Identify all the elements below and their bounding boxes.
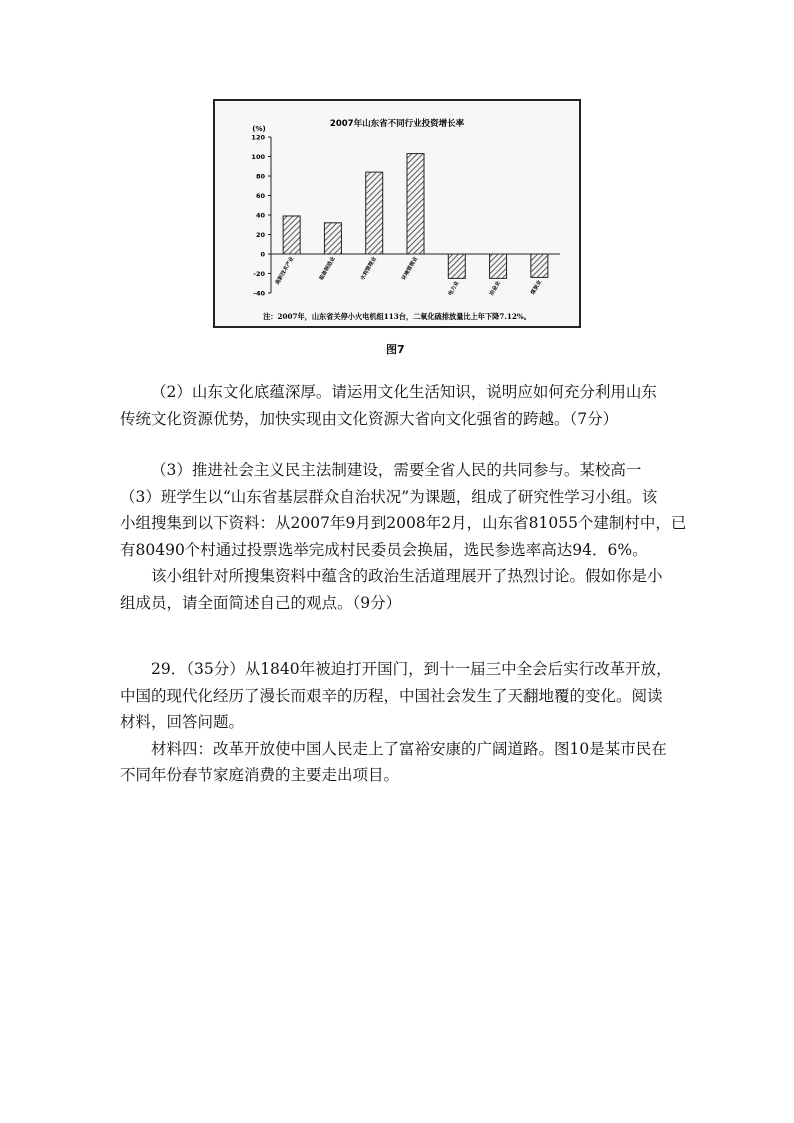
bar-chart xyxy=(215,101,579,326)
y-tick-label: -40 xyxy=(253,289,265,298)
question-3 xyxy=(120,457,687,616)
y-tick-label: 60 xyxy=(255,192,265,200)
chart-title: 2007年山东省不同行业投资增长率 xyxy=(329,119,465,129)
y-tick-label: 20 xyxy=(255,231,265,239)
bar xyxy=(324,223,341,254)
y-tick-label: 120 xyxy=(251,133,265,142)
category-label: 电力业 xyxy=(447,280,461,297)
question-3-line: 该小组针对所搜集资料中蕴含的政治生活道理展开了热烈讨论。假如你是小 xyxy=(151,567,663,585)
bar xyxy=(366,172,383,254)
bar xyxy=(448,254,465,278)
category-label: 装备制造业 xyxy=(318,256,337,282)
bar xyxy=(283,216,300,254)
category-label: 环境管理业 xyxy=(401,256,420,282)
bar xyxy=(407,154,424,254)
y-tick-label: 100 xyxy=(251,153,265,161)
bar xyxy=(490,254,507,278)
question-2-line: （2）山东文化底蕴深厚。请运用文化生活知识，说明应如何充分利用山东 xyxy=(151,383,657,401)
question-29-line: 中国的现代化经历了漫长而艰辛的历程，中国社会发生了天翻地覆的变化。阅读 xyxy=(120,686,663,705)
y-tick-label: 80 xyxy=(255,172,265,181)
question-2 xyxy=(120,379,680,432)
category-label: 煤炭业 xyxy=(530,279,544,296)
question-3-line: 组成员，请全面简述自己的观点。（9分） xyxy=(120,593,402,612)
question-29-line: 材料，回答问题。 xyxy=(120,713,245,731)
y-tick-label: 40 xyxy=(255,211,265,220)
question-29 xyxy=(120,656,680,789)
y-axis-label: (%) xyxy=(252,125,266,133)
question-29-line: 29．（35分）从1840年被迫打开国门，到十一届三中全会后实行改革开放， xyxy=(151,660,672,678)
material-4-line: 不同年份春节家庭消费的主要走出项目。 xyxy=(120,766,400,784)
question-3-line: （3）推进社会主义民主法制建设，需要全省人民的共同参与。某校高一 xyxy=(151,461,642,479)
chart-footnote: 注：2007年，山东省关停小火电机组113台，二氧化硫排放量比上年下降7.12%。 xyxy=(263,312,531,321)
question-3-line: （3）班学生以“山东省基层群众自治状况”为课题，组成了研究性学习小组。该 xyxy=(120,487,658,506)
figure-7-chart xyxy=(213,99,581,328)
question-3-line: 有80490个村通过投票选举完成村民委员会换届，选民参选率高达94．6%。 xyxy=(120,540,648,559)
bar xyxy=(531,254,548,277)
material-4-line: 材料四：改革开放使中国人民走上了富裕安康的广阔道路。图10是某市民在 xyxy=(151,739,667,758)
figure-caption: 图7 xyxy=(386,343,405,356)
category-label: 高新技术产业 xyxy=(274,256,296,286)
question-2-line: 传统文化资源优势，加快实现由文化资源大省向文化强省的跨越。（7分） xyxy=(120,409,619,428)
y-tick-label: -20 xyxy=(253,270,265,278)
category-label: 水利管理业 xyxy=(359,256,378,282)
category-label: 冶金业 xyxy=(488,280,502,297)
question-3-line: 小组搜集到以下资料：从2007年9月到2008年2月，山东省81055个建制村中，已 xyxy=(120,514,687,532)
y-tick-label: 0 xyxy=(260,250,265,259)
